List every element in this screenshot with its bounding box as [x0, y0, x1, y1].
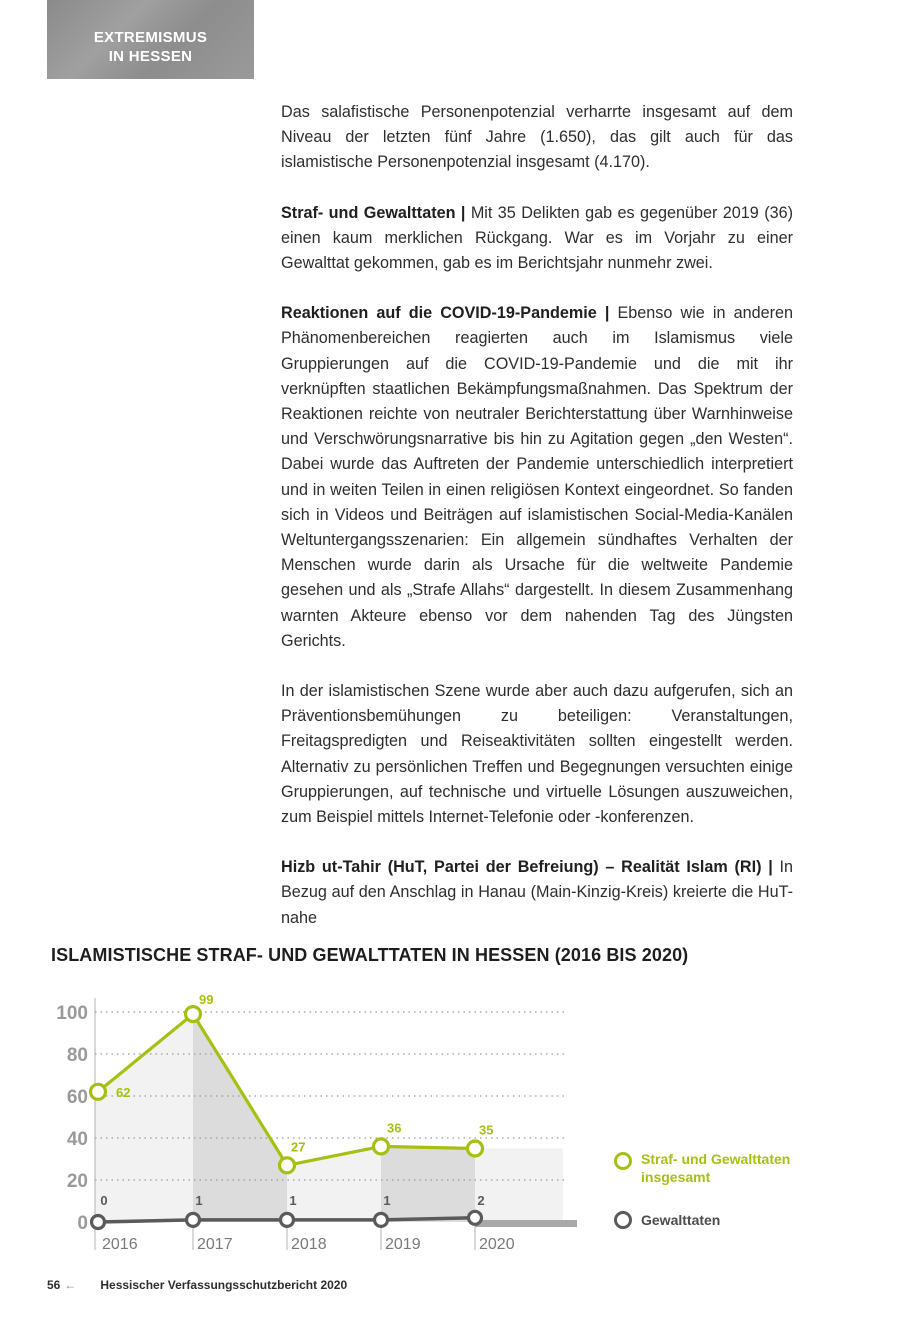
violence-series-point-2020	[469, 1211, 482, 1224]
legend-marker-violence	[614, 1211, 632, 1229]
paragraph-text: In der islamistischen Szene wurde aber auch dazu aufgerufen, sich an Präventionsbemühungen zu beteiligen: Veranstaltungen, Freitagspredigten und Reiseaktivitäten sollten eingestellt werden. Alternativ zu persönlichen Treffen und Begegnungen versuchten einige Gruppierungen, auf technische und virtuelle Lösungen auszuweichen, zum Beispiel mittels Internet-Telefonie oder -konferenzen.	[281, 682, 793, 827]
violence-series-point-2016	[92, 1216, 105, 1229]
violence-data-label: 1	[289, 1193, 297, 1208]
y-tick-label: 80	[66, 1045, 88, 1066]
y-tick-label: 60	[66, 1087, 88, 1108]
line-chart	[0, 980, 600, 1260]
back-arrow-icon[interactable]: ←	[64, 1278, 77, 1292]
paragraph-lead: Straf- und Gewalttaten |	[281, 203, 466, 222]
y-tick-label: 40	[66, 1129, 88, 1150]
total-data-label: 35	[479, 1122, 494, 1138]
legend-marker-total	[614, 1152, 632, 1170]
paragraph-straftaten	[281, 201, 793, 277]
page-footer	[47, 1278, 347, 1292]
body-text-column	[281, 100, 793, 956]
footer-report-title: Hessischer Verfassungsschutzbericht 2020	[100, 1278, 348, 1292]
x-tick-label: 2016	[102, 1236, 138, 1253]
total-series-point-2017	[186, 1007, 201, 1022]
paragraph-praevention	[281, 679, 793, 830]
total-data-label: 62	[116, 1084, 131, 1100]
violence-data-label: 0	[100, 1193, 108, 1208]
violence-data-label: 1	[383, 1193, 391, 1208]
violence-series-point-2018	[281, 1213, 294, 1226]
legend-label-violence: Gewalttaten	[641, 1212, 721, 1228]
legend-item-total	[614, 1150, 811, 1186]
paragraph-text: In Bezug auf den Anschlag in Hanau (Main-Kinzig-Kreis) kreierte die HuT-nahe	[281, 858, 793, 927]
section-header-line2: IN HESSEN	[108, 48, 193, 65]
section-header-line1: EXTREMISMUS	[93, 29, 208, 46]
paragraph-covid	[281, 301, 793, 654]
baseline-bar	[475, 1220, 577, 1227]
total-data-label: 99	[199, 992, 214, 1008]
total-series-point-2016	[91, 1084, 106, 1099]
paragraph-lead: Reaktionen auf die COVID-19-Pandemie |	[281, 304, 610, 323]
paragraph-text: Das salafistische Personenpotenzial verharrte insgesamt auf dem Niveau der letzten fünf Jahre (1.650), das gilt auch für das islamistische Personenpotenzial insgesamt (4.170).	[281, 103, 793, 172]
chart-band-2020	[475, 1149, 563, 1223]
total-series-point-2020	[468, 1141, 483, 1156]
chart-band-2019	[381, 1146, 475, 1222]
paragraph-hizb-ut-tahir	[281, 855, 793, 931]
legend-label-total: Straf- und Gewalttaten insgesamt	[641, 1151, 791, 1185]
paragraph-text: Mit 35 Delikten gab es gegenüber 2019 (36) einen kaum merklichen Rückgang. War es im Vorjahr zu einer Gewalttat gekommen, gab es im Berichtsjahr nunmehr zwei.	[281, 203, 793, 273]
violence-series-point-2019	[375, 1213, 388, 1226]
chart-bands	[95, 1014, 563, 1222]
violence-series-point-2017	[187, 1213, 200, 1226]
total-series-point-2018	[280, 1158, 295, 1173]
total-series-point-2019	[374, 1139, 389, 1154]
x-tick-label: 2018	[291, 1236, 327, 1253]
y-tick-label: 0	[77, 1213, 88, 1234]
chart-title: ISLAMISTISCHE STRAF- UND GEWALTTATEN IN HESSEN (2016 BIS 2020)	[51, 945, 689, 965]
total-data-label: 27	[291, 1139, 306, 1155]
violence-data-label: 2	[477, 1193, 485, 1208]
total-data-label: 36	[387, 1120, 402, 1136]
chart-band-2016	[95, 1014, 193, 1222]
y-tick-label: 100	[56, 1003, 88, 1024]
paragraph-personenpotenzial	[281, 100, 793, 176]
legend-item-violence	[614, 1211, 720, 1229]
paragraph-lead: Hizb ut-Tahir (HuT, Partei der Befreiung) – Realität Islam (RI) |	[281, 858, 773, 877]
x-tick-label: 2017	[197, 1236, 233, 1253]
chart-band-2018	[287, 1146, 381, 1222]
y-tick-label: 20	[66, 1171, 88, 1192]
paragraph-text: Ebenso wie in anderen Phänomenbereichen reagierten auch im Islamismus viele Gruppierungen auf die COVID-19-Pandemie und die mit ihr verknüpften staatlichen Bekämpfungsmaßnahmen. Das Spektrum der Reaktionen reichte von neutraler Berichterstattung über Warnhinweise und Verschwörungsnarrative bis hin zu Agitation gegen „den Westen“. Dabei wurde das Auftreten der Pandemie unterschiedlich interpretiert und in weiten Teilen in einen religiösen Kontext eingeordnet. So fanden sich in Videos und Beiträgen auf islamistischen Social-Media-Kanälen Weltuntergangsszenarien: Ein allgemein sündhaftes Verhalten der Menschen wurde darin als Ursache für die weltweite Pandemie gesehen und als „Strafe Allahs“ dargestellt. In diesem Zusammenhang warnten Akteure ebenso vor dem nahenden Tag des Jüngsten Gerichts.	[281, 304, 793, 650]
page-number: 56	[47, 1278, 61, 1292]
x-tick-label: 2020	[479, 1236, 515, 1253]
chart-band-2017	[193, 1014, 287, 1222]
section-header-box	[47, 0, 254, 79]
x-tick-label: 2019	[385, 1236, 421, 1253]
violence-data-label: 1	[195, 1193, 203, 1208]
